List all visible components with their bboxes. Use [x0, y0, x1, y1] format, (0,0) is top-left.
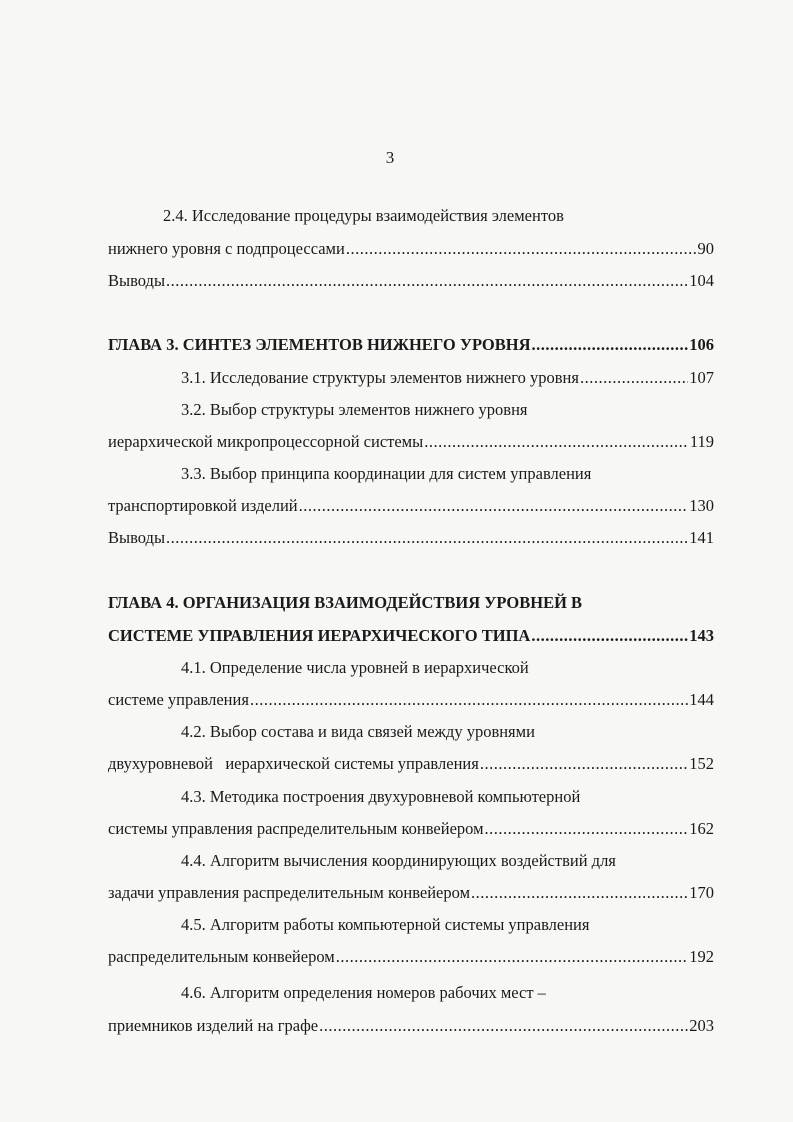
toc-entry-conclusions-2 [108, 269, 714, 293]
toc-entry-4-4-line1 [181, 849, 714, 873]
toc-page-number: 170 [689, 883, 714, 902]
dot-leader [346, 237, 697, 261]
toc-page-number: 107 [689, 368, 714, 387]
toc-entry-text: иерархической микропроцессорной системы [108, 432, 424, 451]
page-number: 3 [385, 148, 395, 167]
chapter-title: ГЛАВА 3. СИНТЕЗ ЭЛЕМЕНТОВ НИЖНЕГО УРОВНЯ [108, 335, 531, 354]
toc-entry-text: 4.5. Алгоритм работы компьютерной системы управления [181, 915, 590, 934]
toc-entry-4-6-line1 [181, 981, 714, 1005]
toc-entry-text: Выводы [108, 528, 166, 547]
dot-leader [336, 945, 689, 969]
toc-entry-text: задачи управления распределительным конвейером [108, 883, 471, 902]
dot-leader [471, 881, 688, 905]
toc-entry-4-1-line2 [108, 688, 714, 712]
toc-entry-4-5-line1 [181, 913, 714, 937]
toc-entry-3-3-line1 [181, 462, 714, 486]
dot-leader [299, 494, 689, 518]
toc-page-number: 162 [689, 819, 714, 838]
dot-leader [166, 526, 688, 550]
toc-entry-3-2-line1 [181, 398, 714, 422]
dot-leader [250, 688, 688, 712]
toc-entry-text: 4.3. Методика построения двухуровневой компьютерной [181, 787, 581, 806]
dot-leader [480, 752, 688, 776]
toc-entry-2-4-line2 [108, 237, 714, 261]
toc-entry-text: 3.3. Выбор принципа координации для систем управления [181, 464, 592, 483]
toc-entry-4-1-line1 [181, 656, 714, 680]
toc-page-number: 144 [689, 690, 714, 709]
toc-page-number: 90 [697, 239, 714, 258]
toc-entry-text: системы управления распределительным конвейером [108, 819, 484, 838]
dot-leader [485, 817, 689, 841]
toc-entry-4-5-line2 [108, 945, 714, 969]
toc-entry-text: Выводы [108, 271, 166, 290]
toc-chapter-3 [108, 333, 714, 357]
toc-entry-4-3-line1 [181, 785, 714, 809]
toc-page-number: 141 [689, 528, 714, 547]
dot-leader [319, 1014, 688, 1038]
dot-leader [532, 333, 689, 357]
toc-chapter-4-line1 [108, 591, 714, 615]
toc-page-number: 152 [689, 754, 714, 773]
toc-entry-4-2-line2 [108, 752, 714, 776]
toc-entry-text: 4.2. Выбор состава и вида связей между уровнями [181, 722, 535, 741]
toc-entry-conclusions-3 [108, 526, 714, 550]
toc-entry-4-4-line2 [108, 881, 714, 905]
toc-entry-text: 4.1. Определение числа уровней в иерархической [181, 658, 529, 677]
toc-entry-text: 2.4. Исследование процедуры взаимодействия элементов [163, 206, 564, 225]
toc-entry-text: транспортировкой изделий [108, 496, 298, 515]
toc-page-number: 106 [689, 335, 714, 354]
chapter-title: ГЛАВА 4. ОРГАНИЗАЦИЯ ВЗАИМОДЕЙСТВИЯ УРОВНЕЙ В [108, 593, 583, 612]
toc-page-number: 119 [689, 432, 714, 451]
toc-entry-text: приемников изделий на графе [108, 1016, 319, 1035]
chapter-title: СИСТЕМЕ УПРАВЛЕНИЯ ИЕРАРХИЧЕСКОГО ТИПА [108, 626, 531, 645]
dot-leader [580, 366, 688, 390]
toc-entry-text: 4.4. Алгоритм вычисления координирующих воздействий для [181, 851, 616, 870]
toc-entry-text: системе управления [108, 690, 249, 709]
toc-entry-4-3-line2 [108, 817, 714, 841]
toc-entry-text: 3.2. Выбор структуры элементов нижнего уровня [181, 400, 528, 419]
toc-entry-4-2-line1 [181, 720, 714, 744]
toc-page-number: 143 [689, 626, 714, 645]
toc-entry-2-4-line1 [163, 204, 714, 228]
toc-entry-text: 3.1. Исследование структуры элементов нижнего уровня [181, 368, 579, 387]
toc-entry-text: двухуровневой иерархической системы управления [108, 754, 479, 773]
toc-page-number: 203 [689, 1016, 714, 1035]
toc-entry-text: 4.6. Алгоритм определения номеров рабочих мест – [181, 983, 546, 1002]
toc-entry-3-3-line2 [108, 494, 714, 518]
dot-leader [166, 269, 688, 293]
toc-page-number: 192 [689, 947, 714, 966]
dot-leader [424, 430, 689, 454]
dot-leader [531, 624, 688, 648]
toc-entry-4-6-line2 [108, 1014, 714, 1038]
toc-entry-3-2-line2 [108, 430, 714, 454]
toc-entry-3-1 [181, 366, 714, 390]
toc-entry-text: распределительным конвейером [108, 947, 335, 966]
toc-page-number: 104 [689, 271, 714, 290]
toc-chapter-4-line2 [108, 624, 714, 648]
toc-entry-text: нижнего уровня с подпроцессами [108, 239, 345, 258]
toc-page-number: 130 [689, 496, 714, 515]
